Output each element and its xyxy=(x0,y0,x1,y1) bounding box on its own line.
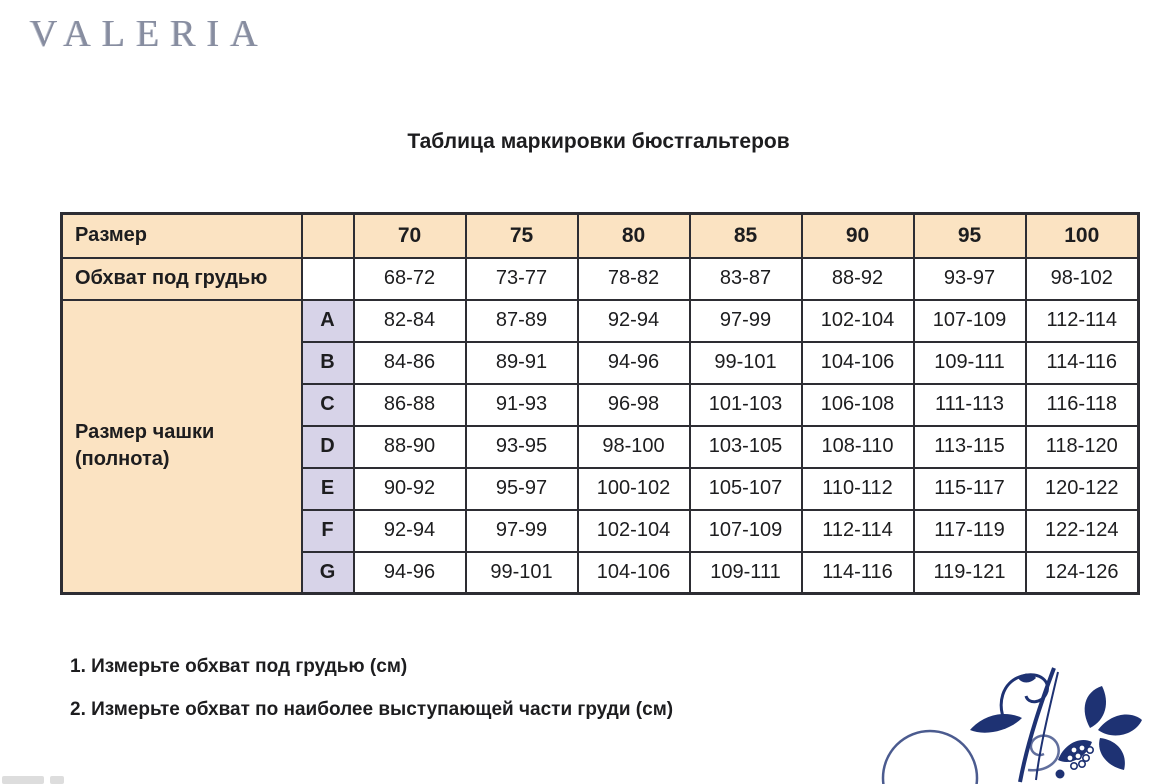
measurement-value: 112-114 xyxy=(802,510,914,552)
table-row-underbust xyxy=(62,258,1139,300)
measurement-value: 106-108 xyxy=(802,384,914,426)
size-col-header: 80 xyxy=(578,214,690,258)
measurement-value: 117-119 xyxy=(914,510,1026,552)
cup-section-label-line2: (полнота) xyxy=(75,448,170,471)
cropped-text-artifact xyxy=(50,776,64,784)
measurement-value: 92-94 xyxy=(578,300,690,342)
cup-letter: E xyxy=(302,468,354,510)
measurement-value: 104-106 xyxy=(802,342,914,384)
table-row-size xyxy=(62,214,1139,258)
underbust-value: 68-72 xyxy=(354,258,466,300)
measurement-value: 95-97 xyxy=(466,468,578,510)
measurement-value: 99-101 xyxy=(690,342,802,384)
underbust-row-label: Обхват под грудью xyxy=(62,258,302,300)
underbust-value: 93-97 xyxy=(914,258,1026,300)
measurement-value: 94-96 xyxy=(354,552,466,594)
measurement-value: 109-111 xyxy=(914,342,1026,384)
measurement-value: 100-102 xyxy=(578,468,690,510)
measurement-value: 99-101 xyxy=(466,552,578,594)
measurement-value: 113-115 xyxy=(914,426,1026,468)
measurement-value: 110-112 xyxy=(802,468,914,510)
measurement-value: 97-99 xyxy=(466,510,578,552)
size-col-header: 95 xyxy=(914,214,1026,258)
measurement-value: 109-111 xyxy=(690,552,802,594)
measurement-value: 124-126 xyxy=(1026,552,1139,594)
cup-section-label xyxy=(62,300,302,594)
measurement-value: 82-84 xyxy=(354,300,466,342)
measurement-value: 98-100 xyxy=(578,426,690,468)
underbust-value: 83-87 xyxy=(690,258,802,300)
measurement-value: 114-116 xyxy=(1026,342,1139,384)
measurement-value: 107-109 xyxy=(690,510,802,552)
size-col-header: 70 xyxy=(354,214,466,258)
size-chart-table xyxy=(60,212,1140,595)
size-col-header: 75 xyxy=(466,214,578,258)
size-col-header: 100 xyxy=(1026,214,1139,258)
brand-logo: VALERIA xyxy=(30,13,269,55)
measurement-value: 115-117 xyxy=(914,468,1026,510)
measurement-instructions xyxy=(70,656,673,742)
measurement-value: 87-89 xyxy=(466,300,578,342)
size-row-label: Размер xyxy=(62,214,302,258)
measurement-value: 114-116 xyxy=(802,552,914,594)
underbust-value: 88-92 xyxy=(802,258,914,300)
measurement-value: 88-90 xyxy=(354,426,466,468)
floral-swirl-ornament-icon xyxy=(878,666,1150,784)
underbust-spacer-cell xyxy=(302,258,354,300)
measurement-value: 96-98 xyxy=(578,384,690,426)
measurement-value: 93-95 xyxy=(466,426,578,468)
measurement-value: 103-105 xyxy=(690,426,802,468)
measurement-value: 104-106 xyxy=(578,552,690,594)
measurement-value: 94-96 xyxy=(578,342,690,384)
size-col-header: 85 xyxy=(690,214,802,258)
measurement-value: 90-92 xyxy=(354,468,466,510)
cup-letter: B xyxy=(302,342,354,384)
measurement-value: 107-109 xyxy=(914,300,1026,342)
cup-letter: F xyxy=(302,510,354,552)
size-row-spacer-cell xyxy=(302,214,354,258)
cropped-text-artifact xyxy=(2,776,44,784)
measurement-value: 111-113 xyxy=(914,384,1026,426)
measurement-value: 108-110 xyxy=(802,426,914,468)
measurement-value: 116-118 xyxy=(1026,384,1139,426)
cup-letter: A xyxy=(302,300,354,342)
measurement-value: 92-94 xyxy=(354,510,466,552)
instruction-step-1: 1. Измерьте обхват под грудью (см) xyxy=(70,656,408,677)
underbust-value: 78-82 xyxy=(578,258,690,300)
measurement-value: 122-124 xyxy=(1026,510,1139,552)
measurement-value: 91-93 xyxy=(466,384,578,426)
table-row-cup-A xyxy=(62,300,1139,342)
measurement-value: 120-122 xyxy=(1026,468,1139,510)
measurement-value: 86-88 xyxy=(354,384,466,426)
cup-letter: C xyxy=(302,384,354,426)
measurement-value: 119-121 xyxy=(914,552,1026,594)
instruction-step-2: 2. Измерьте обхват по наиболее выступающей части груди (см) xyxy=(70,699,674,720)
size-col-header: 90 xyxy=(802,214,914,258)
cup-letter: D xyxy=(302,426,354,468)
measurement-value: 105-107 xyxy=(690,468,802,510)
measurement-value: 97-99 xyxy=(690,300,802,342)
measurement-value: 89-91 xyxy=(466,342,578,384)
size-chart xyxy=(60,212,1140,595)
underbust-value: 98-102 xyxy=(1026,258,1139,300)
measurement-value: 84-86 xyxy=(354,342,466,384)
measurement-value: 102-104 xyxy=(802,300,914,342)
cup-letter: G xyxy=(302,552,354,594)
measurement-value: 102-104 xyxy=(578,510,690,552)
measurement-value: 118-120 xyxy=(1026,426,1139,468)
measurement-value: 101-103 xyxy=(690,384,802,426)
page-title: Таблица маркировки бюстгальтеров xyxy=(407,130,790,153)
cup-section-label-line1: Размер чашки xyxy=(75,421,215,444)
measurement-value: 112-114 xyxy=(1026,300,1139,342)
underbust-value: 73-77 xyxy=(466,258,578,300)
